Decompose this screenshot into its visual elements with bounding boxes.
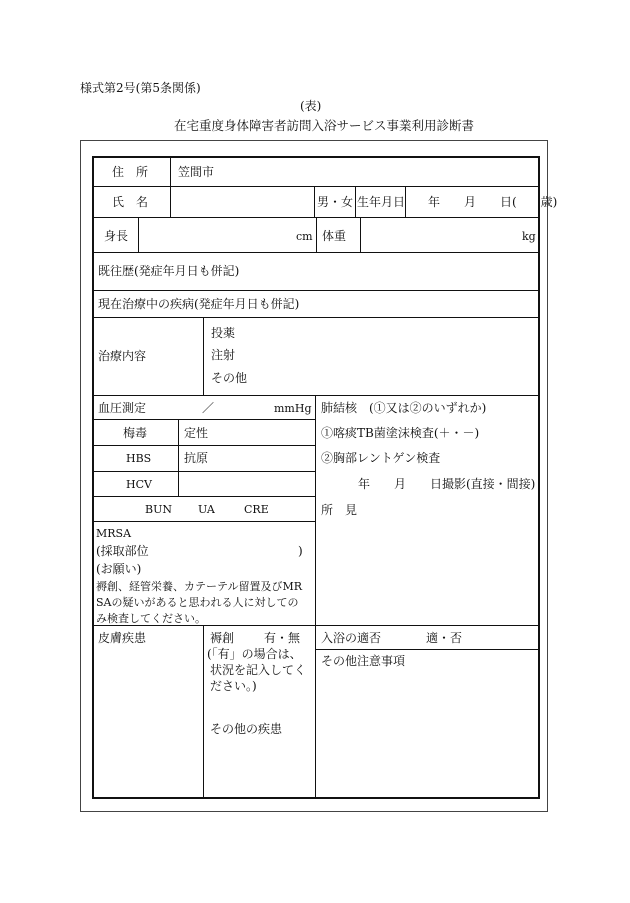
name-label: 氏 名 [112, 195, 149, 209]
treatment-item: 注射 [211, 348, 236, 362]
treatment-label: 治療内容 [98, 349, 147, 363]
birth-date-value: 年 月 日( 歳) [428, 195, 558, 209]
bedsore-note-line: ださい。) [210, 679, 257, 693]
bedsore-note-line: (「有」の場合は、 [207, 647, 302, 661]
bun-label: BUN [145, 503, 172, 516]
hcv-label: HCV [126, 478, 152, 491]
past-history-label: 既往歴(発症年月日も併記) [98, 264, 240, 278]
treatment-item: 投薬 [211, 326, 236, 340]
form-title: 在宅重度身体障害者訪問入浴サービス事業利用診断書 [174, 118, 475, 133]
tb-findings-label: 所 見 [321, 503, 358, 517]
cre-label: CRE [244, 503, 269, 516]
form-number: 様式第2号(第5条関係) [80, 81, 201, 95]
mrsa-note-line: SAの疑いがあると思われる人に対しての [96, 596, 299, 609]
mrsa-site-close: ) [298, 544, 303, 558]
tb-sputum-test: ①喀痰TB菌塗沫検査(＋・－) [321, 426, 480, 440]
sex-choice: 男・女 [317, 195, 354, 209]
blood-pressure-unit: mmHg [274, 402, 312, 415]
skin-disease-label: 皮膚疾患 [98, 631, 147, 645]
other-notes-label: その他注意事項 [321, 654, 406, 668]
blood-pressure-slash: ／ [202, 401, 215, 415]
bath-suitability-choice: 適・否 [426, 631, 463, 645]
height-unit: cm [296, 230, 313, 243]
tb-chest-xray: ②胸部レントゲン検査 [321, 451, 441, 465]
tuberculosis-label: 肺結核 (①又は②のいずれか) [321, 401, 487, 415]
other-disease-label: その他の疾患 [210, 722, 283, 736]
birth-date-label: 生年月日 [357, 195, 406, 209]
treatment-item: その他 [211, 371, 248, 385]
mrsa-note-line: 褥創、経管栄養、カテーテル留置及びMR [96, 580, 302, 593]
mrsa-site-label: (採取部位 [96, 544, 149, 558]
ua-label: UA [198, 503, 215, 516]
syphilis-label: 梅毒 [123, 426, 148, 440]
address-label: 住 所 [112, 165, 149, 179]
mrsa-request-label: (お願い) [96, 562, 142, 576]
height-label: 身長 [104, 229, 129, 243]
bedsore-choice: 有・無 [264, 631, 301, 645]
hbs-label: HBS [126, 452, 152, 465]
weight-unit: kg [522, 230, 536, 243]
syphilis-value: 定性 [184, 426, 209, 440]
address-value: 笠間市 [178, 165, 215, 179]
tb-xray-date: 年 月 日撮影(直接・間接) [358, 477, 536, 491]
side-label: (表) [300, 99, 322, 113]
bath-suitability-label: 入浴の適否 [321, 631, 382, 645]
mrsa-note-line: み検査してください。 [96, 612, 206, 625]
current-illness-label: 現在治療中の疾病(発症年月日も併記) [98, 297, 300, 311]
bedsore-label: 褥創 [210, 631, 235, 645]
blood-pressure-label: 血圧測定 [98, 401, 147, 415]
bedsore-note-line: 状況を記入してく [210, 663, 307, 677]
weight-label: 体重 [322, 229, 347, 243]
mrsa-title: MRSA [96, 527, 132, 540]
hbs-value: 抗原 [184, 451, 209, 465]
